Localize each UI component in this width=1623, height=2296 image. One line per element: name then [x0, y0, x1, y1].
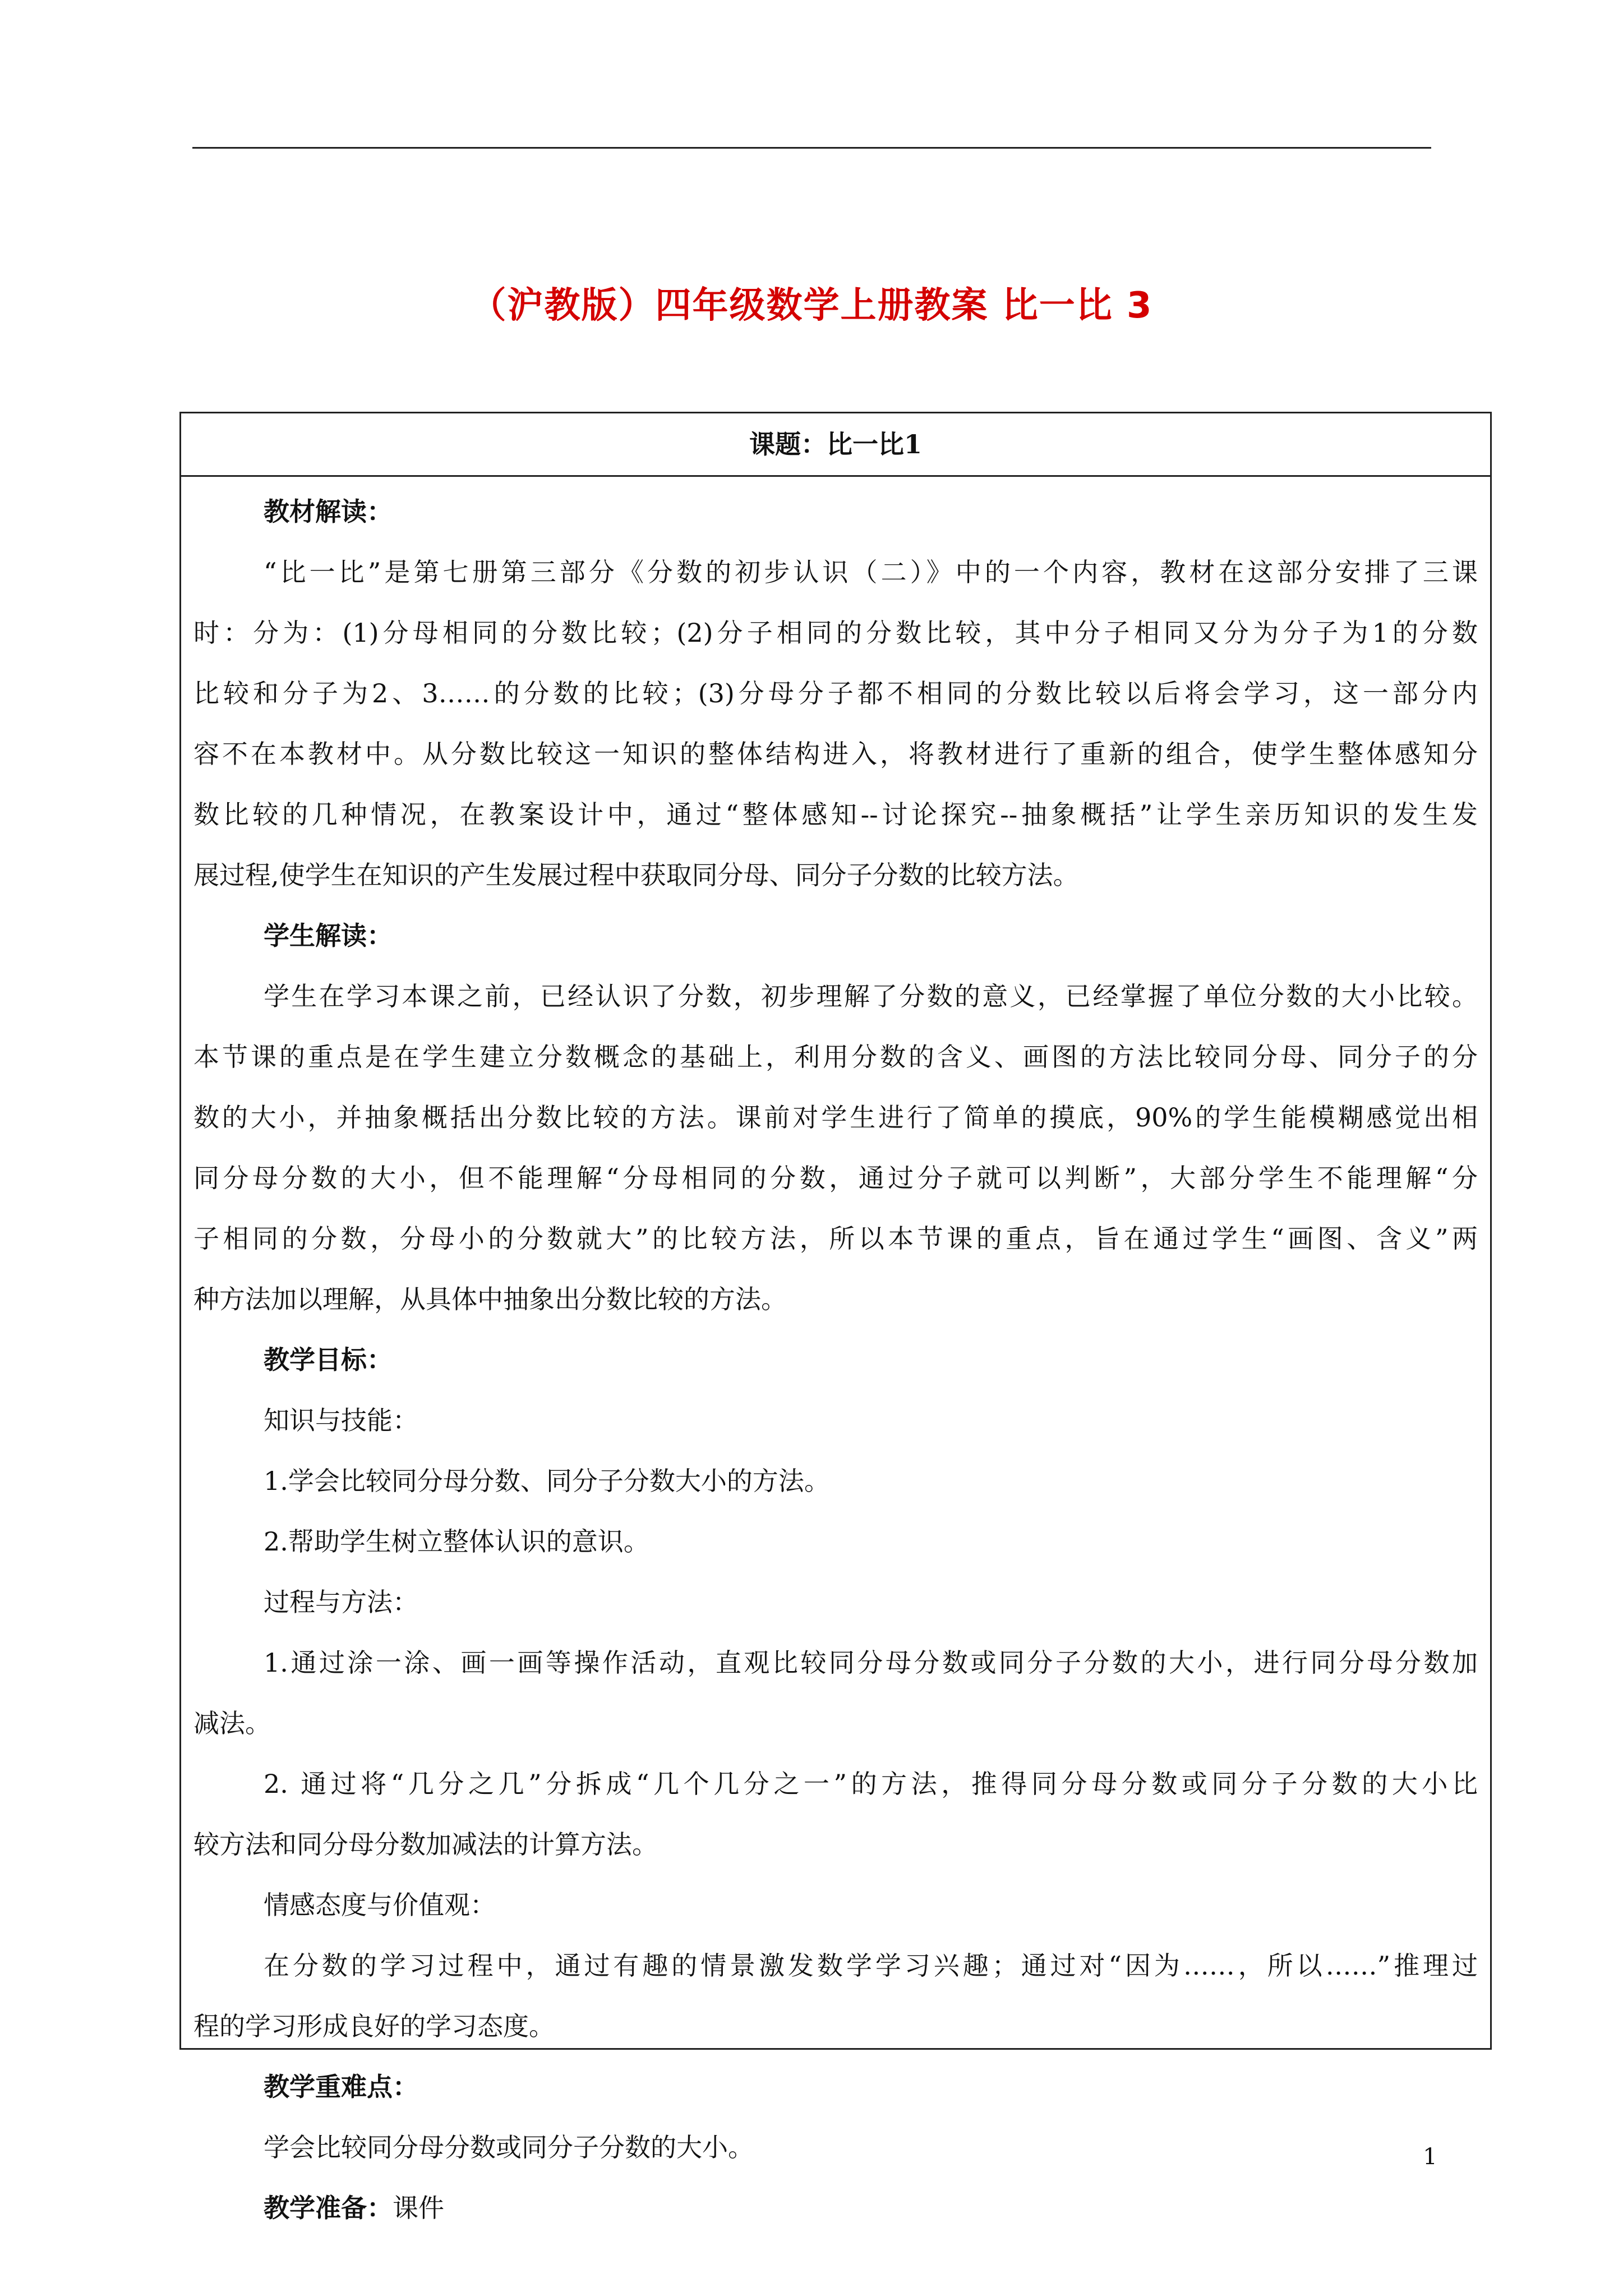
knowledge-item: 1.学会比较同分母分数、同分子分数大小的方法。: [264, 1466, 830, 1496]
material-line: “比一比”是第七册第三部分《分数的初步认识（二）》中的一个内容，教材在这部分安排了三课: [264, 557, 1478, 587]
material-line: 比较和分子为2、3……的分数的比较；(3)分母分子都不相同的分数比较以后将会学习，这一部分内: [193, 678, 1478, 708]
material-line: 数比较的几种情况，在教案设计中，通过“整体感知--讨论探究--抽象概括”让学生亲历知识的发生发: [193, 799, 1478, 830]
goals-heading: 教学目标：: [264, 1345, 393, 1375]
process-line: 2. 通过将“几分之几”分拆成“几个几分之一”的方法，推得同分母分数或同分子分数的大小比: [264, 1769, 1478, 1799]
material-line: 展过程,使学生在知识的产生发展过程中获取同分母、同分子分数的比较方法。: [193, 860, 1079, 890]
page-number: 1: [1423, 2144, 1437, 2170]
teaching-prep: [193, 2178, 1478, 2238]
material-line: 时：分为：(1)分母相同的分数比较；(2)分子相同的分数比较，其中分子相同又分为分子为1的分数: [193, 618, 1478, 648]
process-line: 较方法和同分母分数加减法的计算方法。: [193, 1829, 658, 1860]
lesson-topic: 课题：比一比1: [181, 413, 1490, 477]
student-line: 本节课的重点是在学生建立分数概念的基础上，利用分数的含义、画图的方法比较同分母、同分子的分: [193, 1042, 1478, 1072]
attitude-line: 程的学习形成良好的学习态度。: [193, 2011, 555, 2041]
material-heading: 教材解读：: [264, 496, 393, 527]
process-line: 减法。: [193, 1708, 271, 1738]
knowledge-item: 2.帮助学生树立整体认识的意识。: [264, 1526, 649, 1557]
lesson-body: [181, 477, 1490, 2238]
student-line: 数的大小，并抽象概括出分数比较的方法。课前对学生进行了简单的摸底，90%的学生能模糊感觉出相: [193, 1102, 1478, 1133]
document-title: （沪教版）四年级数学上册教案 比一比 3: [470, 285, 1153, 326]
process-line: 1.通过涂一涂、画一画等操作活动，直观比较同分母分数或同分子分数的大小，进行同分母分数加: [264, 1648, 1478, 1678]
student-line: 学生在学习本课之前，已经认识了分数，初步理解了分数的意义，已经掌握了单位分数的大小比较。: [264, 981, 1478, 1011]
student-line: 子相同的分数，分母小的分数就大”的比较方法，所以本节课的重点，旨在通过学生“画图、含义”两: [193, 1223, 1478, 1254]
knowledge-heading: 知识与技能：: [264, 1405, 418, 1435]
student-heading: 学生解读：: [264, 921, 393, 951]
attitude-line: 在分数的学习过程中，通过有趣的情景激发数学学习兴趣；通过对“因为……，所以……”推理过: [264, 1950, 1478, 1981]
lesson-plan-table: [179, 412, 1492, 2223]
student-line: 同分母分数的大小，但不能理解“分母相同的分数，通过分子就可以判断”，大部分学生不能理解“分: [193, 1163, 1478, 1193]
prep-heading: 教学准备：: [264, 2193, 393, 2223]
attitude-heading: 情感态度与价值观：: [264, 1890, 496, 1920]
material-line: 容不在本教材中。从分数比较这一知识的整体结构进入，将教材进行了重新的组合，使学生整体感知分: [193, 739, 1478, 769]
process-heading: 过程与方法：: [264, 1587, 418, 1617]
header-rule: [192, 147, 1431, 149]
prep-text: 课件: [393, 2193, 444, 2223]
key-points-heading: 教学重难点：: [264, 2072, 418, 2102]
student-line: 种方法加以理解，从具体中抽象出分数比较的方法。: [193, 1284, 787, 1314]
key-points-text: 学会比较同分母分数或同分子分数的大小。: [264, 2132, 754, 2162]
